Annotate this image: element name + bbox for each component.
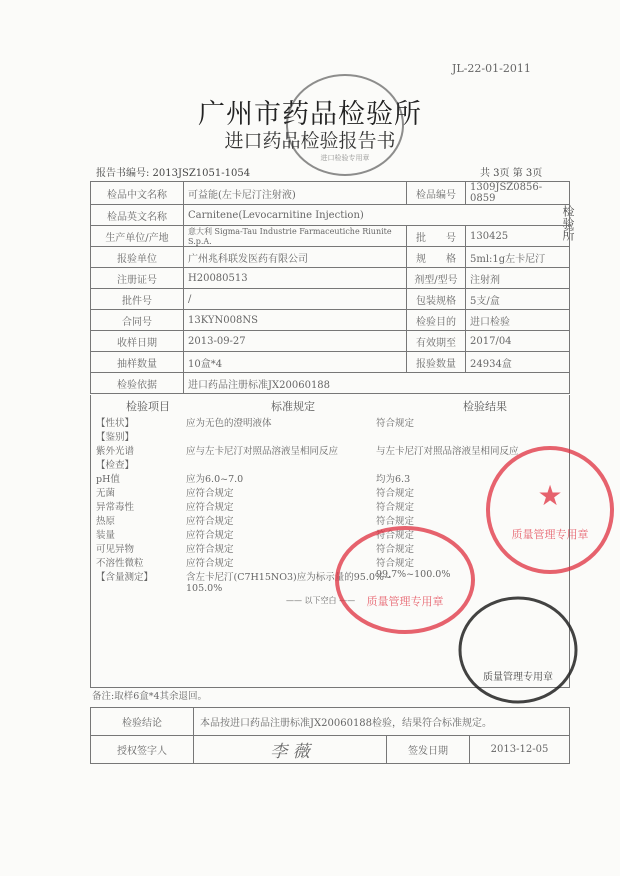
test-row (91, 569, 569, 583)
test-row (91, 513, 569, 527)
test-result: 符合规定 (376, 418, 415, 429)
test-standard: 105.0% (186, 583, 223, 594)
sample-qty: 10盒*4 (184, 352, 407, 373)
label: 收样日期 (91, 331, 184, 352)
test-standard: 应符合规定 (186, 544, 234, 555)
label: 检验依据 (91, 373, 184, 394)
svg-text:★: ★ (537, 479, 563, 512)
svg-text:质量管理专用章: 质量管理专用章 (366, 595, 444, 608)
purpose: 进口检验 (466, 310, 570, 331)
label: 批件号 (91, 289, 184, 310)
test-row (91, 541, 569, 555)
test-result: 符合规定 (376, 516, 415, 527)
test-item: 可见异物 (96, 544, 135, 555)
test-row (91, 555, 569, 569)
test-row (91, 415, 569, 429)
expiry: 2017/04 (466, 331, 570, 352)
cn-name: 可益能(左卡尼汀注射液) (184, 182, 407, 205)
test-item: 【性状】 (96, 418, 135, 429)
test-row (91, 485, 569, 499)
svg-text:质量管理专用章: 质量管理专用章 (511, 528, 589, 541)
label: 检品编号 (407, 182, 466, 205)
label: 有效期至 (407, 331, 466, 352)
test-standard: 应为无色的澄明液体 (186, 418, 272, 429)
test-result: 与左卡尼汀对照品溶液呈相同反应 (376, 446, 519, 457)
signature: 李 薇 (194, 736, 387, 764)
test-row (91, 527, 569, 541)
remark: 备注:取样6盒*4其余退回。 (92, 691, 208, 702)
batch: 130425 (466, 226, 570, 247)
svg-text:质量管理专用章: 质量管理专用章 (483, 672, 553, 683)
label: 检品英文名称 (91, 205, 184, 226)
svg-text:进口检验专用章: 进口检验专用章 (320, 154, 370, 162)
label: 合同号 (91, 310, 184, 331)
test-item: 【鉴别】 (96, 432, 135, 443)
pack-spec: 5支/盒 (466, 289, 570, 310)
spec: 5ml:1g左卡尼汀 (466, 247, 570, 268)
test-result: 符合规定 (376, 544, 415, 555)
test-item: 【含量测定】 (96, 572, 154, 583)
label: 检验目的 (407, 310, 466, 331)
test-standard: 应为6.0~7.0 (186, 474, 244, 485)
label: 报验数量 (407, 352, 466, 373)
test-item: 异常毒性 (96, 502, 135, 513)
test-item: pH值 (96, 474, 120, 485)
info-table (90, 181, 570, 394)
report-qty: 24934盒 (466, 352, 570, 373)
maker: 意大利 Sigma-Tau Industrie Farmaceutiche Riunite S.p.A. (184, 226, 407, 247)
test-result: 符合规定 (376, 558, 415, 569)
test-item: 紫外光谱 (96, 446, 135, 457)
label: 包装规格 (407, 289, 466, 310)
sample-no: 1309JSZ0856-0859 (466, 182, 570, 205)
test-row (91, 457, 569, 471)
reg-no: H20080513 (184, 268, 407, 289)
approval-no: / (184, 289, 407, 310)
report-number: 报告书编号: 2013JSZ1051-1054 (96, 168, 251, 179)
test-standard: 应符合规定 (186, 530, 234, 541)
test-result: 均为6.3 (376, 474, 411, 485)
tests-header-standard: 标准规定 (271, 400, 315, 413)
test-item: 【检查】 (96, 460, 135, 471)
side-stamp-text: 检验所 (561, 205, 575, 241)
tests-header-item: 检验项目 (126, 400, 170, 413)
label: 剂型/型号 (407, 268, 466, 289)
test-result: 符合规定 (376, 530, 415, 541)
test-row (91, 443, 569, 457)
tests-section (90, 395, 570, 688)
conclusion: 本品按进口药品注册标准JX20060188检验，结果符合标准规定。 (194, 708, 570, 736)
issue-date-label: 签发日期 (387, 736, 470, 764)
label: 检品中文名称 (91, 182, 184, 205)
test-standard: 应符合规定 (186, 488, 234, 499)
contract-no: 13KYN008NS (184, 310, 407, 331)
label: 规 格 (407, 247, 466, 268)
label: 注册证号 (91, 268, 184, 289)
test-result: 99.7%~100.0% (376, 569, 451, 580)
test-row (91, 499, 569, 513)
report-subtitle: 进口药品检验报告书 (224, 130, 396, 152)
conclusion-table (90, 707, 570, 764)
signer-label: 授权签字人 (91, 736, 194, 764)
test-standard: 应符合规定 (186, 502, 234, 513)
conclusion-label: 检验结论 (91, 708, 194, 736)
test-row (91, 471, 569, 485)
test-item: 装量 (96, 530, 116, 541)
label: 批 号 (407, 226, 466, 247)
label: 生产单位/产地 (91, 226, 184, 247)
form-code: JL-22-01-2011 (452, 62, 531, 75)
dosage-form: 注射剂 (466, 268, 570, 289)
test-standard: 应符合规定 (186, 558, 234, 569)
issue-date: 2013-12-05 (470, 736, 570, 764)
test-result: 符合规定 (376, 488, 415, 499)
label: 报验单位 (91, 247, 184, 268)
test-result: 符合规定 (376, 502, 415, 513)
test-item: 不溶性微粒 (96, 558, 144, 569)
page-count: 共 3页 第 3页 (480, 168, 543, 179)
institute-title: 广州市药品检验所 (198, 99, 422, 130)
tests-header-result: 检验结果 (463, 400, 507, 413)
end-note: —— 以下空白 —— (286, 596, 356, 605)
test-standard: 应与左卡尼汀对照品溶液呈相同反应 (186, 446, 339, 457)
submitter: 广州兆科联发医药有限公司 (184, 247, 407, 268)
test-row (91, 429, 569, 443)
label: 抽样数量 (91, 352, 184, 373)
received-date: 2013-09-27 (184, 331, 407, 352)
test-item: 无菌 (96, 488, 116, 499)
basis: 进口药品注册标准JX20060188 (184, 373, 570, 394)
test-standard: 含左卡尼汀(C7H15NO3)应为标示量的95.0%~ (186, 572, 392, 583)
test-standard: 应符合规定 (186, 516, 234, 527)
test-item: 热原 (96, 516, 116, 527)
en-name: Carnitene(Levocarnitine Injection) (184, 205, 570, 226)
